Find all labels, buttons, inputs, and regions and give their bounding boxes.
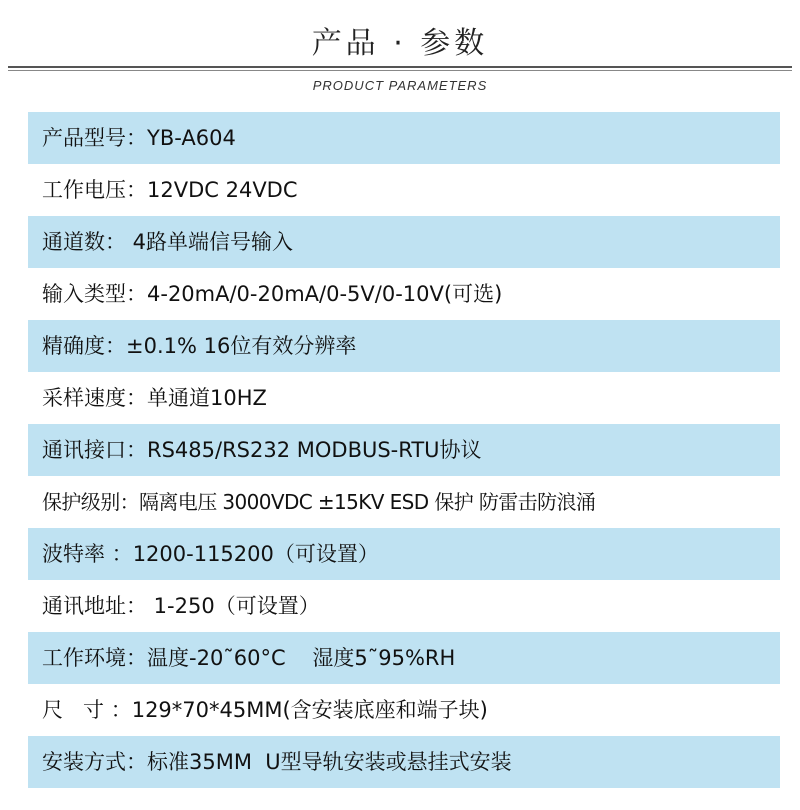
page-title: 产品 · 参数 [311,26,489,61]
param-row-baud-rate [28,528,780,580]
param-label: 工作电压： [42,178,147,202]
param-row-mounting [28,736,780,788]
param-label: 工作环境： [42,646,147,670]
param-row-voltage [28,164,780,216]
param-label: 采样速度： [42,386,147,410]
param-row-address [28,580,780,632]
param-value: 4-20mA/0-20mA/0-5V/0-10V(可选) [147,282,503,306]
param-row-sampling-speed [28,372,780,424]
param-label: 保护级别： [42,490,139,514]
param-label: 通讯接口： [42,438,147,462]
param-row-input-type [28,268,780,320]
param-value: 4路单端信号输入 [126,230,294,254]
param-value: 隔离电压 3000VDC ±15KV ESD 保护 防雷击防浪涌 [139,490,596,514]
param-value: 单通道10HZ [147,386,267,410]
param-value: 1-250（可设置） [147,594,320,618]
param-value: 温度-20˜60°C 湿度5˜95%RH [147,646,456,670]
param-value: RS485/RS232 MODBUS-RTU协议 [147,438,482,462]
param-row-model [28,112,780,164]
parameter-list [28,112,780,788]
title-divider-thin [8,70,792,71]
param-row-accuracy [28,320,780,372]
param-label: 产品型号： [42,126,147,150]
param-value: 1200-115200（可设置） [132,542,379,566]
param-value: 12VDC 24VDC [147,178,298,202]
param-label: 安装方式： [42,750,147,774]
param-row-protection [28,476,780,528]
param-label: 波特率 ： [42,542,133,566]
page-subtitle: PRODUCT PARAMETERS [312,78,488,93]
param-value: 标准35MM U型导轨安装或悬挂式安装 [147,750,512,774]
param-row-interface [28,424,780,476]
param-label: 通道数： [42,230,126,254]
param-label: 精确度： [42,334,126,358]
param-row-channels [28,216,780,268]
param-label: 尺 寸 ： [42,698,132,722]
param-value: 129*70*45MM(含安装底座和端子块) [131,698,488,722]
title-divider-thick [8,66,792,68]
param-row-dimensions [28,684,780,736]
param-label: 输入类型： [42,282,147,306]
param-value: ±0.1% 16位有效分辨率 [126,334,357,358]
param-value: YB-A604 [147,126,236,150]
param-label: 通讯地址： [42,594,147,618]
param-row-environment [28,632,780,684]
